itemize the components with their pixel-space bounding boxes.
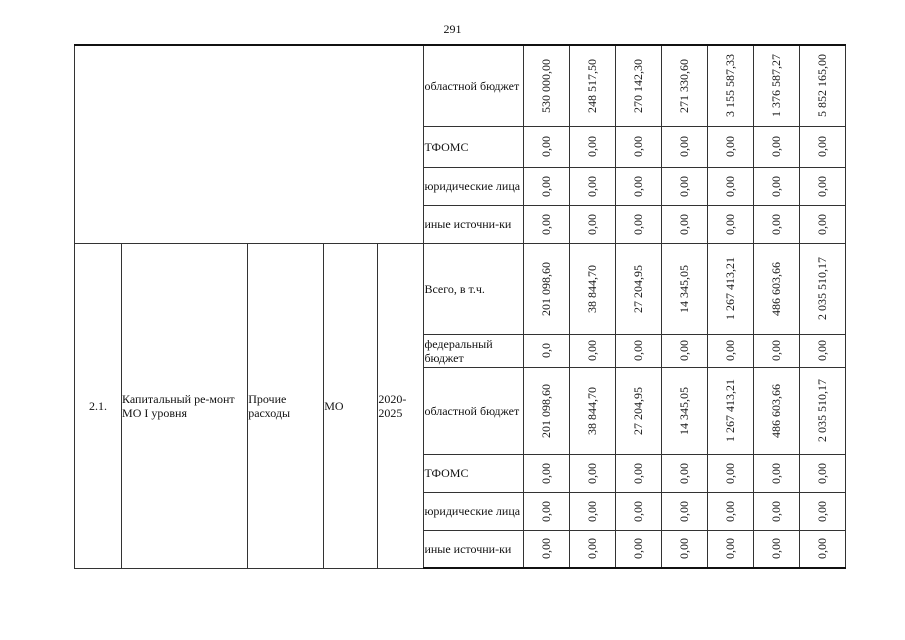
value-cell — [753, 530, 799, 568]
amount-text: 0,00 — [769, 500, 784, 522]
value-cell — [799, 492, 845, 530]
amount-text: 0,00 — [631, 213, 646, 235]
value-cell — [569, 243, 615, 334]
value-cell — [569, 530, 615, 568]
value-cell — [523, 492, 569, 530]
value-cell — [661, 167, 707, 205]
value-cell — [707, 454, 753, 492]
value-cell — [523, 454, 569, 492]
amount-text: 1 267 413,21 — [723, 379, 738, 442]
amount-text: 38 844,70 — [585, 386, 600, 435]
value-cell — [569, 167, 615, 205]
value-cell — [523, 243, 569, 334]
amount-text: 0,00 — [539, 538, 554, 560]
item-executor: МО — [324, 243, 378, 568]
amount-text: 0,00 — [723, 462, 738, 484]
amount-text: 5 852 165,00 — [815, 54, 830, 118]
source-cell: иные источни-ки — [424, 530, 523, 568]
value-cell — [799, 243, 845, 334]
value-cell — [753, 454, 799, 492]
amount-text: 0,00 — [677, 500, 692, 522]
value-cell — [661, 334, 707, 367]
value-cell — [753, 45, 799, 126]
value-cell — [661, 367, 707, 454]
amount-text: 0,00 — [815, 538, 830, 560]
value-cell — [661, 454, 707, 492]
amount-text: 27 204,95 — [631, 264, 646, 313]
value-cell — [615, 367, 661, 454]
amount-text: 0,00 — [539, 136, 554, 157]
amount-text: 270 142,30 — [631, 58, 646, 113]
value-cell — [523, 126, 569, 167]
amount-text: 0,00 — [539, 500, 554, 522]
amount-text: 0,00 — [585, 340, 600, 361]
value-cell — [615, 243, 661, 334]
item-number: 2.1. — [75, 243, 122, 568]
source-cell: областной бюджет — [424, 367, 523, 454]
amount-text: 201 098,60 — [539, 383, 554, 438]
amount-text: 0,00 — [631, 500, 646, 522]
value-cell — [523, 45, 569, 126]
amount-text: 0,00 — [723, 136, 738, 157]
amount-text: 1 376 587,27 — [769, 54, 784, 118]
source-cell: ТФОМС — [424, 126, 523, 167]
value-cell — [799, 334, 845, 367]
value-cell — [569, 367, 615, 454]
amount-text: 0,00 — [723, 175, 738, 197]
amount-text: 0,00 — [815, 500, 830, 522]
value-cell — [523, 167, 569, 205]
amount-text: 0,00 — [631, 175, 646, 197]
amount-text: 0,00 — [677, 340, 692, 361]
value-cell — [523, 367, 569, 454]
amount-text: 0,0 — [539, 343, 554, 358]
source-cell: областной бюджет — [424, 45, 523, 126]
amount-text: 0,00 — [723, 340, 738, 361]
source-cell: Всего, в т.ч. — [424, 243, 523, 334]
amount-text: 0,00 — [677, 136, 692, 157]
amount-text: 271 330,60 — [677, 58, 692, 113]
amount-text: 0,00 — [585, 136, 600, 157]
value-cell — [707, 45, 753, 126]
amount-text: 0,00 — [677, 175, 692, 197]
amount-text: 0,00 — [585, 538, 600, 560]
amount-text: 27 204,95 — [631, 386, 646, 435]
amount-text: 530 000,00 — [539, 58, 554, 113]
amount-text: 0,00 — [585, 462, 600, 484]
value-cell — [661, 492, 707, 530]
amount-text: 0,00 — [585, 213, 600, 235]
value-cell — [753, 167, 799, 205]
value-cell — [799, 454, 845, 492]
source-cell: иные источни-ки — [424, 205, 523, 243]
amount-text: 0,00 — [815, 462, 830, 484]
amount-text: 0,00 — [723, 538, 738, 560]
value-cell — [615, 334, 661, 367]
value-cell — [523, 334, 569, 367]
amount-text: 0,00 — [815, 213, 830, 235]
value-cell — [799, 167, 845, 205]
value-cell — [707, 367, 753, 454]
source-cell: юридические лица — [424, 167, 523, 205]
value-cell — [661, 126, 707, 167]
value-cell — [661, 243, 707, 334]
amount-text: 0,00 — [539, 175, 554, 197]
value-cell — [707, 530, 753, 568]
amount-text: 0,00 — [677, 213, 692, 235]
amount-text: 486 603,66 — [769, 383, 784, 438]
amount-text: 0,00 — [631, 136, 646, 157]
amount-text: 0,00 — [631, 340, 646, 361]
amount-text: 0,00 — [815, 136, 830, 157]
value-cell — [523, 530, 569, 568]
amount-text: 2 035 510,17 — [815, 379, 830, 442]
amount-text: 0,00 — [631, 462, 646, 484]
value-cell — [523, 205, 569, 243]
value-cell — [569, 454, 615, 492]
amount-text: 0,00 — [769, 538, 784, 560]
value-cell — [707, 205, 753, 243]
source-cell: юридические лица — [424, 492, 523, 530]
item-period: 2020-2025 — [378, 243, 424, 568]
amount-text: 0,00 — [769, 136, 784, 157]
amount-text: 0,00 — [769, 462, 784, 484]
value-cell — [615, 167, 661, 205]
amount-text: 0,00 — [815, 340, 830, 361]
amount-text: 0,00 — [677, 538, 692, 560]
value-cell — [753, 243, 799, 334]
value-cell — [569, 205, 615, 243]
value-cell — [707, 492, 753, 530]
value-cell — [799, 530, 845, 568]
value-cell — [615, 530, 661, 568]
value-cell — [753, 205, 799, 243]
value-cell — [615, 454, 661, 492]
page-number: 291 — [443, 22, 462, 36]
amount-text: 0,00 — [585, 175, 600, 197]
value-cell — [753, 492, 799, 530]
amount-text: 0,00 — [723, 500, 738, 522]
amount-text: 0,00 — [539, 213, 554, 235]
budget-table — [74, 44, 846, 569]
amount-text: 0,00 — [723, 213, 738, 235]
amount-text: 0,00 — [585, 500, 600, 522]
amount-text: 0,00 — [631, 538, 646, 560]
amount-text: 2 035 510,17 — [815, 257, 830, 320]
value-cell — [753, 126, 799, 167]
value-cell — [799, 45, 845, 126]
value-cell — [753, 334, 799, 367]
amount-text: 3 155 587,33 — [723, 54, 738, 118]
value-cell — [569, 45, 615, 126]
value-cell — [799, 126, 845, 167]
value-cell — [615, 45, 661, 126]
amount-text: 0,00 — [815, 175, 830, 197]
amount-text: 14 345,05 — [677, 264, 692, 313]
amount-text: 38 844,70 — [585, 264, 600, 313]
source-cell: федеральный бюджет — [424, 334, 523, 367]
source-cell: ТФОМС — [424, 454, 523, 492]
value-cell — [707, 243, 753, 334]
value-cell — [707, 167, 753, 205]
amount-text: 0,00 — [769, 175, 784, 197]
amount-text: 0,00 — [539, 462, 554, 484]
value-cell — [661, 45, 707, 126]
value-cell — [615, 492, 661, 530]
value-cell — [569, 492, 615, 530]
value-cell — [569, 126, 615, 167]
value-cell — [799, 205, 845, 243]
amount-text: 248 517,50 — [585, 58, 600, 113]
value-cell — [753, 367, 799, 454]
amount-text: 0,00 — [769, 340, 784, 361]
value-cell — [569, 334, 615, 367]
value-cell — [661, 530, 707, 568]
table-row — [75, 45, 846, 126]
table-row — [75, 243, 846, 334]
value-cell — [707, 334, 753, 367]
value-cell — [615, 205, 661, 243]
amount-text: 0,00 — [769, 213, 784, 235]
item-type: Прочие расходы — [248, 243, 324, 568]
blank-header-cell — [75, 45, 424, 243]
item-name: Капитальный ре-монт МО I уровня — [122, 243, 248, 568]
amount-text: 486 603,66 — [769, 261, 784, 316]
value-cell — [799, 367, 845, 454]
value-cell — [661, 205, 707, 243]
amount-text: 1 267 413,21 — [723, 257, 738, 320]
amount-text: 201 098,60 — [539, 261, 554, 316]
amount-text: 0,00 — [677, 462, 692, 484]
value-cell — [707, 126, 753, 167]
amount-text: 14 345,05 — [677, 386, 692, 435]
value-cell — [615, 126, 661, 167]
